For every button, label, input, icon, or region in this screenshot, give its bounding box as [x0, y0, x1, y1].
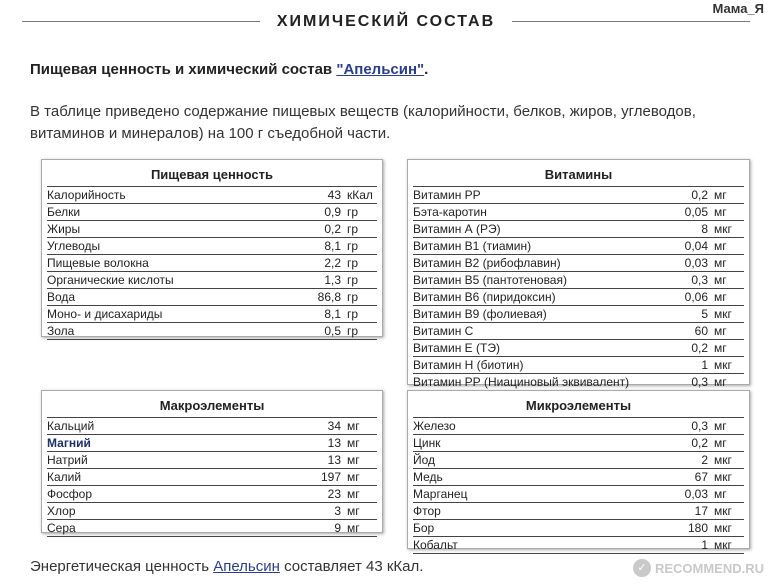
row-name: Витамин В1 (тиамин)	[413, 239, 532, 253]
row-name: Органические кислоты	[47, 273, 174, 287]
row-name: Витамин В2 (рибофлавин)	[413, 256, 561, 270]
row-value: 0,2	[691, 341, 708, 355]
row-name: Витамин Н (биотин)	[413, 358, 524, 372]
row-value: 0,03	[684, 256, 708, 270]
table-row	[47, 452, 377, 469]
row-name: Пищевые волокна	[47, 256, 149, 270]
table-row	[413, 357, 744, 374]
row-name[interactable]: Магний	[47, 436, 91, 450]
table-row	[47, 469, 377, 486]
row-name: Цинк	[413, 436, 441, 450]
table-row	[47, 486, 377, 503]
row-unit: мг	[714, 256, 727, 270]
row-name: Витамин PP	[413, 188, 481, 202]
row-unit: мг	[714, 436, 727, 450]
row-name: Моно- и дисахариды	[47, 307, 163, 321]
table-row	[47, 186, 377, 204]
row-value: 0,9	[324, 205, 341, 219]
heading-suffix: .	[424, 61, 429, 78]
row-name: Витамин В5 (пантотеновая)	[413, 273, 567, 287]
vitamins-rows	[413, 186, 744, 391]
row-name: Витамин C	[413, 324, 474, 338]
row-name: Зола	[47, 324, 75, 338]
row-unit: мг	[714, 205, 727, 219]
row-value: 1,3	[324, 273, 341, 287]
row-unit: гр	[347, 273, 359, 287]
row-name: Йод	[413, 453, 436, 467]
nutrition-table	[41, 159, 383, 337]
table-row	[413, 469, 744, 486]
row-value: 86,8	[317, 290, 341, 304]
row-unit: гр	[347, 205, 359, 219]
table-row	[47, 204, 377, 221]
vitamins-table	[407, 159, 750, 389]
row-unit: гр	[347, 256, 359, 270]
row-value: 67	[694, 470, 708, 484]
row-name: Вода	[47, 290, 76, 304]
footer-text	[30, 558, 423, 575]
row-unit: мг	[347, 487, 360, 501]
nutrition-table-title: Пищевая ценность	[150, 167, 274, 182]
micro-table-title: Микроэлементы	[525, 398, 632, 413]
row-unit: мг	[714, 188, 727, 202]
row-value: 8,1	[324, 307, 341, 321]
table-row	[47, 238, 377, 255]
section-heading	[30, 61, 428, 78]
table-row	[47, 323, 377, 340]
table-row	[47, 435, 377, 452]
row-name: Фосфор	[47, 487, 93, 501]
table-row	[413, 537, 744, 554]
macro-table	[41, 390, 383, 533]
row-unit: мг	[714, 419, 727, 433]
row-value: 1	[701, 358, 708, 372]
row-value: 0,5	[324, 324, 341, 338]
row-value: 34	[327, 419, 341, 433]
row-name: Медь	[413, 470, 443, 484]
row-unit: мг	[714, 239, 727, 253]
intro-text: В таблице приведено содержание пищевых веществ (калорийности, белков, жиров, углеводов, витаминов и минералов) на 100 г съедобной части.	[30, 103, 696, 142]
table-row	[413, 306, 744, 323]
row-value: 43	[327, 188, 341, 202]
table-row	[47, 255, 377, 272]
table-row	[47, 520, 377, 537]
table-row	[47, 306, 377, 323]
row-value: 180	[687, 521, 708, 535]
table-row	[413, 435, 744, 452]
row-value: 0,04	[684, 239, 708, 253]
row-unit: мкг	[714, 521, 732, 535]
macro-rows	[47, 417, 377, 537]
footer-suffix: составляет 43 кКал.	[279, 558, 424, 575]
row-name: Сера	[47, 521, 76, 535]
row-value: 17	[694, 504, 708, 518]
row-value: 8	[701, 222, 708, 236]
micro-table	[407, 390, 750, 552]
row-unit: мкг	[714, 222, 732, 236]
row-value: 60	[694, 324, 708, 338]
title-bar	[22, 11, 750, 33]
table-row	[413, 520, 744, 537]
table-row	[413, 204, 744, 221]
row-name: Хлор	[47, 504, 76, 518]
row-name: Кальций	[47, 419, 95, 433]
row-unit: мг	[347, 453, 360, 467]
site-watermark-text: RECOMMEND.RU	[654, 560, 764, 576]
table-row	[413, 417, 744, 435]
row-name: Бэта-каротин	[413, 205, 487, 219]
row-unit: мкг	[714, 307, 732, 321]
row-name: Витамин Е (ТЭ)	[413, 341, 500, 355]
row-name: Калий	[47, 470, 82, 484]
row-unit: мг	[714, 273, 727, 287]
row-unit: мг	[347, 436, 360, 450]
row-value: 5	[701, 307, 708, 321]
row-unit: гр	[347, 239, 359, 253]
table-row	[413, 340, 744, 357]
table-row	[413, 452, 744, 469]
table-row	[413, 272, 744, 289]
row-unit: гр	[347, 324, 359, 338]
row-value: 23	[327, 487, 341, 501]
row-name: Жиры	[47, 222, 81, 236]
row-value: 0,03	[684, 487, 708, 501]
table-row	[47, 417, 377, 435]
row-value: 0,2	[691, 436, 708, 450]
row-name: Кобальт	[413, 538, 458, 552]
row-unit: мг	[714, 341, 727, 355]
footer-product-link[interactable]: Апельсин	[213, 558, 280, 575]
row-unit: мкг	[714, 470, 732, 484]
row-name: Натрий	[47, 453, 88, 467]
row-value: 2,2	[324, 256, 341, 270]
irecommend-logo-icon: ✓	[633, 559, 651, 577]
footer-prefix: Энергетическая ценность	[30, 558, 214, 575]
table-row	[413, 503, 744, 520]
row-name: Железо	[413, 419, 456, 433]
table-row	[47, 272, 377, 289]
table-row	[47, 221, 377, 238]
row-unit: гр	[347, 307, 359, 321]
table-row	[413, 323, 744, 340]
row-unit: мкг	[714, 453, 732, 467]
row-value: 0,05	[684, 205, 708, 219]
row-unit: мг	[347, 419, 360, 433]
row-name: Углеводы	[47, 239, 101, 253]
row-value: 0,3	[691, 273, 708, 287]
row-value: 0,06	[684, 290, 708, 304]
row-unit: кКал	[347, 188, 373, 202]
table-row	[47, 289, 377, 306]
table-row	[413, 255, 744, 272]
row-unit: мг	[714, 324, 727, 338]
row-value: 0,3	[691, 419, 708, 433]
row-unit: гр	[347, 290, 359, 304]
table-row	[413, 186, 744, 204]
macro-table-title: Макроэлементы	[159, 398, 265, 413]
page-title: ХИМИЧЕСКИЙ СОСТАВ	[260, 11, 512, 33]
table-row	[413, 374, 744, 391]
row-name: Витамин В9 (фолиевая)	[413, 307, 547, 321]
row-value: 0,3	[691, 375, 708, 389]
row-name: Витамин РР (Ниациновый эквивалент)	[413, 375, 630, 389]
heading-prefix: Пищевая ценность и химический состав	[30, 61, 337, 78]
row-name: Бор	[413, 521, 435, 535]
vitamins-table-title: Витамины	[544, 167, 613, 182]
nutrition-rows	[47, 186, 377, 340]
heading-product-link[interactable]: "Апельсин"	[336, 61, 425, 78]
table-row	[47, 503, 377, 520]
row-name: Витамин А (РЭ)	[413, 222, 501, 236]
row-value: 13	[327, 436, 341, 450]
row-value: 2	[701, 453, 708, 467]
table-row	[413, 221, 744, 238]
row-unit: мг	[714, 487, 727, 501]
row-value: 1	[701, 538, 708, 552]
table-row	[413, 486, 744, 503]
row-unit: мг	[347, 521, 360, 535]
site-watermark	[633, 559, 764, 577]
row-value: 0,2	[324, 222, 341, 236]
user-watermark: Мама_Я	[712, 1, 764, 16]
row-unit: мкг	[714, 504, 732, 518]
row-unit: мг	[714, 290, 727, 304]
row-unit: мг	[714, 375, 727, 389]
row-unit: мг	[347, 504, 360, 518]
row-name: Белки	[47, 205, 81, 219]
row-unit: мг	[347, 470, 360, 484]
row-name: Марганец	[413, 487, 468, 501]
row-name: Фтор	[413, 504, 441, 518]
table-row	[413, 238, 744, 255]
row-name: Калорийность	[47, 188, 126, 202]
row-unit: мкг	[714, 358, 732, 372]
row-value: 13	[327, 453, 341, 467]
micro-rows	[413, 417, 744, 554]
table-row	[413, 289, 744, 306]
row-unit: гр	[347, 222, 359, 236]
row-value: 197	[320, 470, 341, 484]
row-value: 3	[334, 504, 341, 518]
row-value: 0,2	[691, 188, 708, 202]
row-value: 8,1	[324, 239, 341, 253]
row-name: Витамин В6 (пиридоксин)	[413, 290, 556, 304]
row-unit: мкг	[714, 538, 732, 552]
row-value: 9	[334, 521, 341, 535]
